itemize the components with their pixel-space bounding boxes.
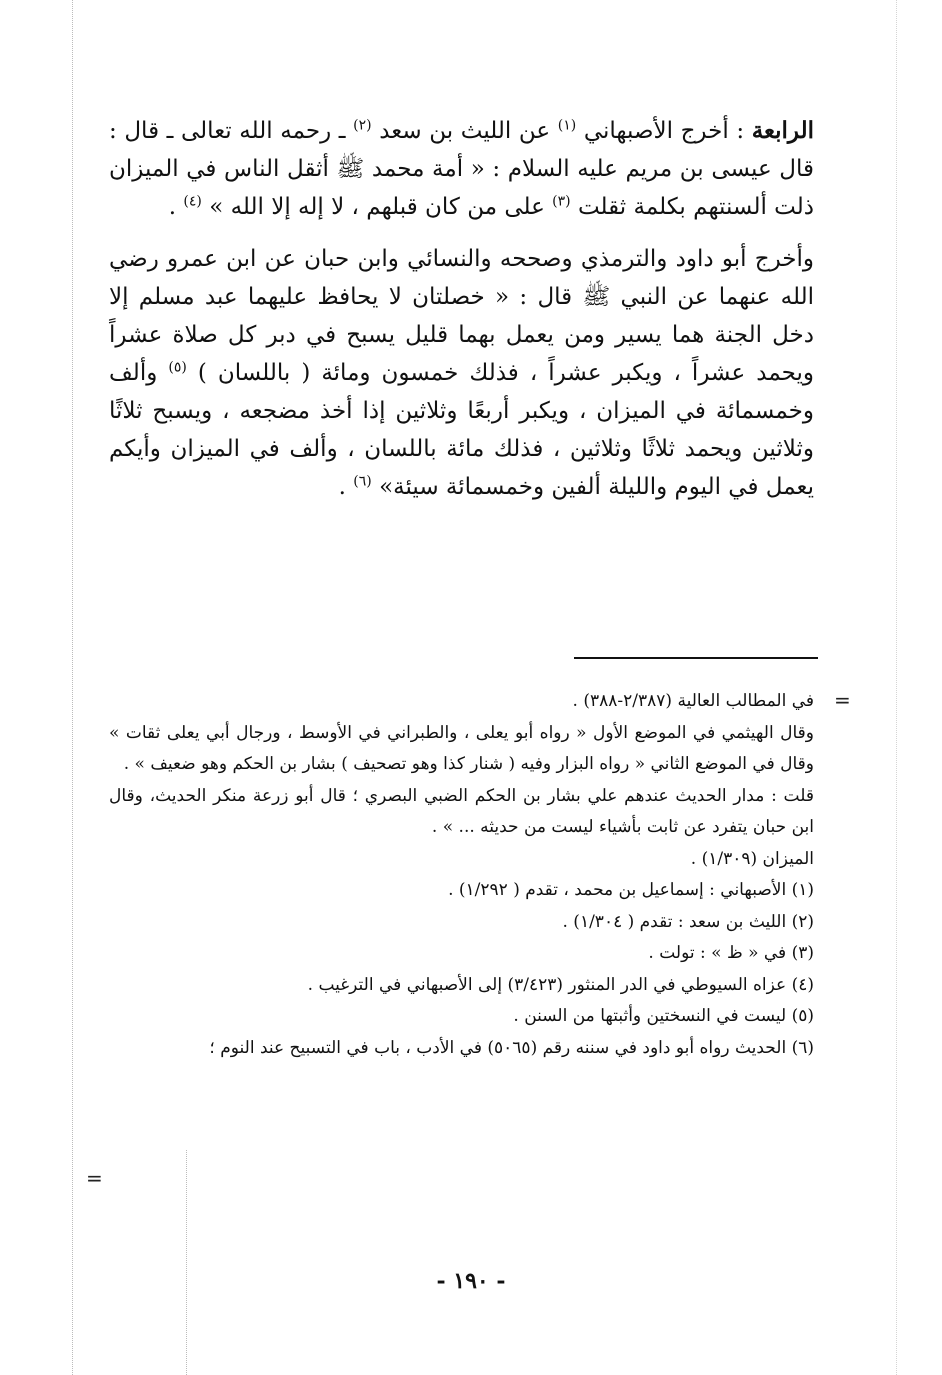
continued-marker: =	[834, 688, 851, 712]
footnote-separator	[574, 657, 818, 659]
note-continued-line: قلت : مدار الحديث عندهم علي بشار بن الحكم الضبي البصري ؛ قال أبو زرعة منكر الحديث، وقال ابن حبان يتفرد عن ثابت بأشياء ليست من حديثه ... » .	[109, 785, 814, 837]
footnote-ref-1[interactable]: (١)	[557, 117, 577, 134]
footnote-ref-5[interactable]: (٥)	[168, 359, 187, 376]
footnote-ref-2[interactable]: (٢)	[353, 117, 372, 134]
note-continued-line: في المطالب العالية (٢/٣٨٧-٣٨٨) .	[572, 691, 814, 711]
continues-marker: =	[86, 1166, 103, 1190]
scan-edge-line	[896, 0, 897, 1375]
main-text	[109, 112, 814, 528]
footnote-1: (١) الأصبهاني : إسماعيل بن محمد ، تقدم ( ١/٢٩٢) .	[448, 880, 814, 900]
page-number: - ١٩٠ -	[436, 1268, 506, 1294]
footnote-6: (٦) الحديث رواه أبو داود في سننه رقم (٥٠٦٥) في الأدب ، باب في التسبيح عند النوم ؛	[209, 1037, 814, 1058]
footnote-ref-3[interactable]: (٣)	[552, 193, 571, 210]
footnote-4: (٤) عزاه السيوطي في الدر المنثور (٣/٤٢٣) إلى الأصبهاني في الترغيب .	[307, 974, 814, 995]
section-lead: الرابعة	[751, 117, 815, 144]
paragraph-1: الرابعة : أخرج الأصبهاني $^{(١)}$ عن الليث بن سعد $^{(٢)}$ ـ رحمه الله تعالى ـ قال : قال عيسى بن مريم عليه السلام : « أمة محمد ﷺ أثقل الناس في الميزان ذلت ألسنتهم بكلمة ثقلت $^{(٣)}$ على من كان قبلهم ، لا إله إلا الله » $^{(٤)}$ .	[109, 117, 815, 220]
scan-edge-line	[186, 1150, 187, 1375]
footnote-ref-4[interactable]: (٤)	[183, 193, 202, 210]
note-continued-line: وقال الهيثمي في الموضع الأول « رواه أبو يعلى ، والطبراني في الأوسط ، ورجال أبي يعلى ثقات » وقال في الموضع الثاني « رواه البزار وفيه ( شنار كذا وهو تصحيف ) بشار بن الحكم وهو ضعيف » .	[109, 722, 814, 774]
footnote-ref-6[interactable]: (٦)	[353, 473, 372, 490]
footnotes-section	[109, 686, 814, 1064]
paragraph-2: وأخرج أبو داود والترمذي وصححه والنسائي وابن حبان عن ابن عمرو رضي الله عنهما عن النبي ﷺ قال : « خصلتان لا يحافظ عليهما عبد مسلم إلا دخل الجنة هما يسير ومن يعمل بهما قليل يسبح في دبر كل صلاة عشراً ويحمد عشراً ، ويكبر عشراً ، فذلك خمسون ومائة ( باللسان ) $^{(٥)}$ وألف وخمسمائة في الميزان ، ويكبر أربعًا وثلاثين إذا أخذ مضجعه ، ويسبح ثلاثًا وثلاثين ويحمد ثلاثًا وثلاثين ، فذلك مائة باللسان ، وألف في الميزان وأيكم يعمل في اليوم والليلة ألفين وخمسمائة سيئة» $^{(٦)}$ .	[109, 246, 815, 500]
footnote-5: (٥) ليست في النسختين وأثبتها من السنن .	[513, 1006, 814, 1026]
footnote-3: (٣) في « ظ » : تولت .	[648, 943, 814, 963]
scan-edge-line	[72, 0, 73, 1375]
footnote-2: (٢) الليث بن سعد : تقدم ( ١/٣٠٤) .	[562, 911, 814, 932]
note-continued-line: الميزان (١/٣٠٩) .	[690, 848, 814, 869]
